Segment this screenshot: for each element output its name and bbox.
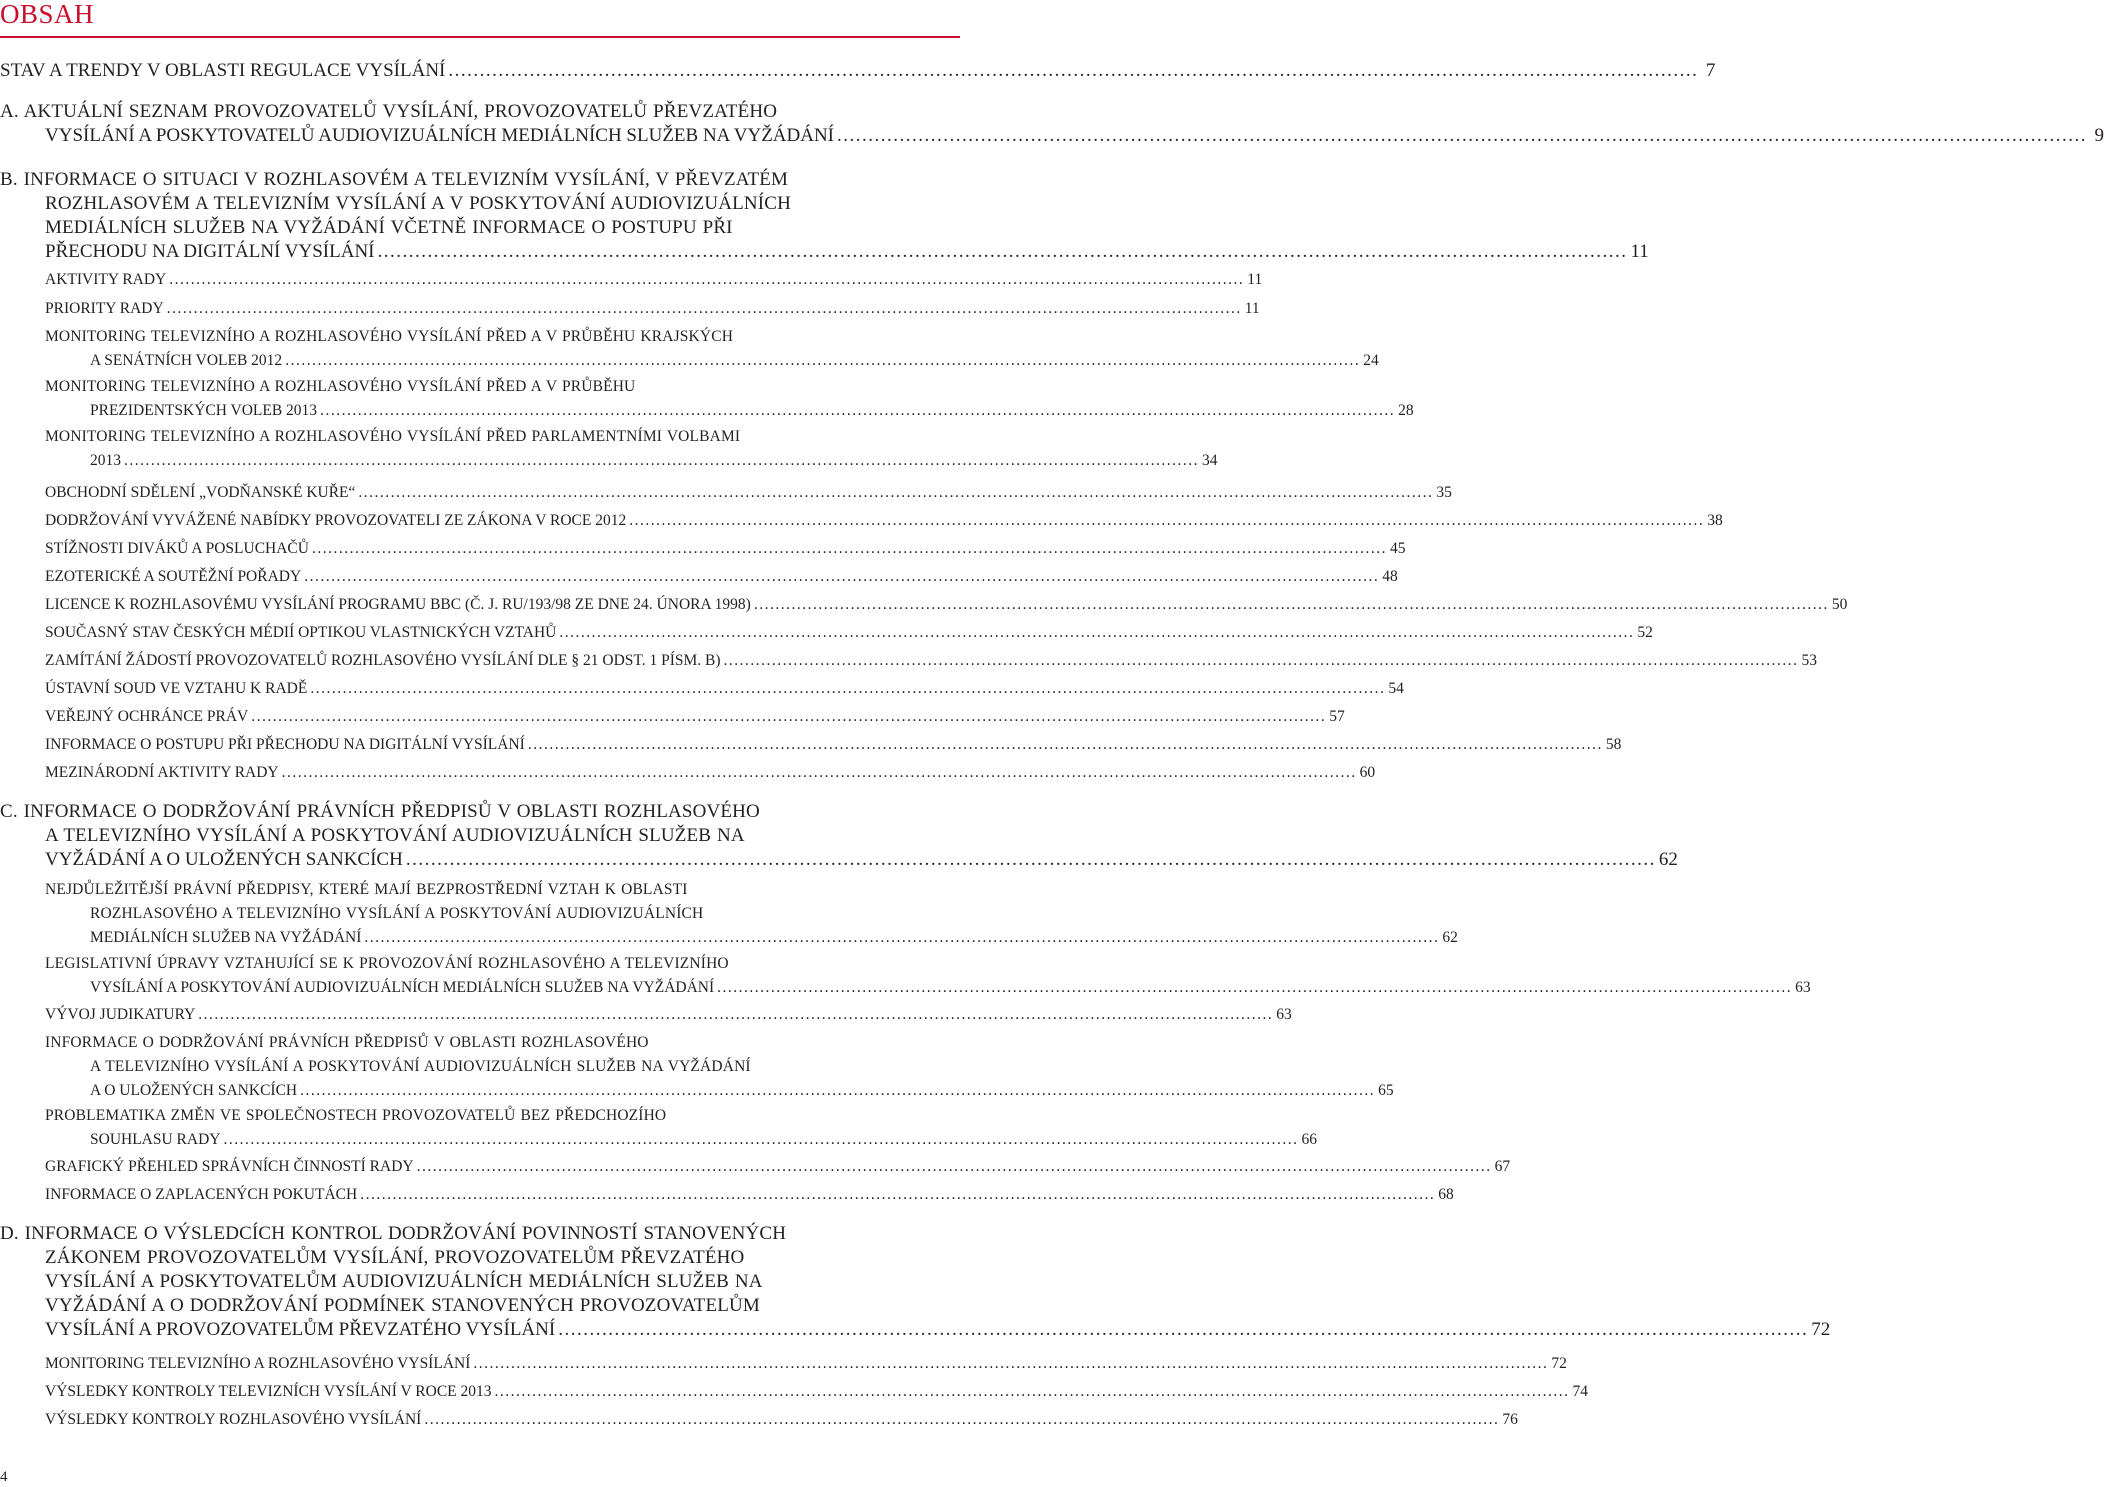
toc-item[interactable] <box>0 1408 1518 1432</box>
toc-page-number: 11 <box>1247 271 1263 288</box>
dot-leader: ........................................................................................................................................................................................................ <box>198 1006 1274 1023</box>
toc-page-number: 50 <box>1831 596 1848 613</box>
toc-entry-text: PREZIDENTSKÝCH VOLEB 2013 <box>90 402 318 419</box>
toc-entry-text: VÝSLEDKY KONTROLY TELEVIZNÍCH VYSÍLÁNÍ V ROCE 2013 <box>45 1383 492 1400</box>
toc-section[interactable] <box>0 1222 1831 1342</box>
toc-page-number: 60 <box>1359 764 1376 781</box>
toc-page-number: 9 <box>2094 125 2104 146</box>
toc-page-number: 63 <box>1276 1006 1292 1023</box>
toc-section[interactable] <box>0 59 1716 83</box>
dot-leader: ........................................................................................................................................................................................................ <box>416 1158 1492 1175</box>
dot-leader: ........................................................................................................................................................................................................ <box>473 1355 1549 1372</box>
toc-entry-text: B. INFORMACE O SITUACI V ROZHLASOVÉM A TELEVIZNÍM VYSÍLÁNÍ, V PŘEVZATÉM <box>0 169 789 190</box>
toc-entry-text: MEDIÁLNÍCH SLUŽEB NA VYŽÁDÁNÍ <box>90 929 362 946</box>
toc-entry-text: DODRŽOVÁNÍ VYVÁŽENÉ NABÍDKY PROVOZOVATELI ZE ZÁKONA V ROCE 2012 <box>45 512 627 529</box>
toc-entry-text: VEŘEJNÝ OCHRÁNCE PRÁV <box>45 708 249 725</box>
toc-page-number: 74 <box>1572 1383 1588 1400</box>
dot-leader: ........................................................................................................................................................................................................ <box>285 352 1361 369</box>
toc-page-number: 35 <box>1436 484 1452 501</box>
dot-leader: ........................................................................................................................................................................................................ <box>405 849 1656 870</box>
dot-leader: ........................................................................................................................................................................................................ <box>723 652 1799 669</box>
toc-page-number: 62 <box>1658 849 1678 870</box>
toc-page-number: 57 <box>1329 708 1345 725</box>
toc-entry-text: VYSÍLÁNÍ A POSKYTOVATELŮM AUDIOVIZUÁLNÍCH MEDIÁLNÍCH SLUŽEB NA <box>45 1271 763 1292</box>
toc-entry-text: INFORMACE O POSTUPU PŘI PŘECHODU NA DIGITÁLNÍ VYSÍLÁNÍ <box>45 736 525 753</box>
toc-entry-text: VYSÍLÁNÍ A PROVOZOVATELŮM PŘEVZATÉHO VYSÍLÁNÍ <box>45 1319 556 1340</box>
toc-entry-text: VYŽÁDÁNÍ A O ULOŽENÝCH SANKCÍCH <box>45 849 403 870</box>
toc-entry-text: C. INFORMACE O DODRŽOVÁNÍ PRÁVNÍCH PŘEDPISŮ V OBLASTI ROZHLASOVÉHO <box>0 801 760 822</box>
toc-entry-text: MONITORING TELEVIZNÍHO A ROZHLASOVÉHO VYSÍLÁNÍ PŘED A V PRŮBĚHU KRAJSKÝCH <box>45 328 734 345</box>
toc-entry-text: GRAFICKÝ PŘEHLED SPRÁVNÍCH ČINNOSTÍ RADY <box>45 1158 414 1175</box>
dot-leader: ........................................................................................................................................................................................................ <box>360 1186 1436 1203</box>
toc-entry-text: INFORMACE O ZAPLACENÝCH POKUTÁCH <box>45 1186 358 1203</box>
dot-leader: ........................................................................................................................................................................................................ <box>527 736 1603 753</box>
dot-leader: ........................................................................................................................................................................................................ <box>629 512 1705 529</box>
toc-page-number: 38 <box>1707 512 1723 529</box>
toc-entry-text: EZOTERICKÉ A SOUTĚŽNÍ POŘADY <box>45 568 302 585</box>
dot-leader: ........................................................................................................................................................................................................ <box>358 484 1434 501</box>
toc-entry-text: STÍŽNOSTI DIVÁKŮ A POSLUCHAČŮ <box>45 540 309 557</box>
toc-entry-text: VÝSLEDKY KONTROLY ROZHLASOVÉHO VYSÍLÁNÍ <box>45 1411 422 1428</box>
toc-page-number: 53 <box>1801 652 1818 669</box>
toc-item[interactable] <box>0 1003 1292 1027</box>
toc-page-number: 67 <box>1494 1158 1511 1175</box>
toc-page-number: 34 <box>1202 452 1218 469</box>
dot-leader: ........................................................................................................................................................................................................ <box>169 271 1245 288</box>
toc-entry-text: ZAMÍTÁNÍ ŽÁDOSTÍ PROVOZOVATELŮ ROZHLASOVÉHO VYSÍLÁNÍ DLE § 21 ODST. 1 PÍSM. B) <box>45 652 721 669</box>
toc-entry-text: A O ULOŽENÝCH SANKCÍCH <box>90 1082 298 1099</box>
toc-entry-text: SOUHLASU RADY <box>90 1131 221 1148</box>
toc-page-number: 66 <box>1301 1131 1317 1148</box>
page-title: OBSAH <box>0 0 95 29</box>
toc-item[interactable] <box>0 509 1723 533</box>
dot-leader: ........................................................................................................................................................................................................ <box>300 1082 1376 1099</box>
dot-leader: ........................................................................................................................................................................................................ <box>304 568 1380 585</box>
toc-page-number: 54 <box>1388 680 1404 697</box>
toc-page-number: 28 <box>1398 402 1414 419</box>
toc-entry-text: STAV A TRENDY V OBLASTI REGULACE VYSÍLÁNÍ <box>0 60 446 81</box>
toc-entry-text: D. INFORMACE O VÝSLEDCÍCH KONTROL DODRŽOVÁNÍ POVINNOSTÍ STANOVENÝCH <box>0 1223 787 1244</box>
toc-page-number: 76 <box>1502 1411 1518 1428</box>
dot-leader: ........................................................................................................................................................................................................ <box>448 60 1699 81</box>
dot-leader: ........................................................................................................................................................................................................ <box>494 1383 1570 1400</box>
toc-item[interactable] <box>0 565 1398 589</box>
toc-entry-text: A TELEVIZNÍHO VYSÍLÁNÍ A POSKYTOVÁNÍ AUDIOVIZUÁLNÍCH SLUŽEB NA <box>45 825 745 846</box>
toc-page-number: 11 <box>1244 300 1260 317</box>
toc-entry-text: PRIORITY RADY <box>45 300 164 317</box>
toc-entry-text: LEGISLATIVNÍ ÚPRAVY VZTAHUJÍCÍ SE K PROVOZOVÁNÍ ROZHLASOVÉHO A TELEVIZNÍHO <box>45 955 729 972</box>
dot-leader: ........................................................................................................................................................................................................ <box>320 402 1396 419</box>
toc-section[interactable] <box>0 800 1678 872</box>
toc-entry-text: ÚSTAVNÍ SOUD VE VZTAHU K RADĚ <box>45 680 308 697</box>
toc-page-number: 62 <box>1442 929 1458 946</box>
toc-entry-text: A SENÁTNÍCH VOLEB 2012 <box>90 352 283 369</box>
toc-item[interactable] <box>0 1155 1511 1179</box>
toc-entry-text: PROBLEMATIKA ZMĚN VE SPOLEČNOSTECH PROVOZOVATELŮ BEZ PŘEDCHOZÍHO <box>45 1107 667 1124</box>
toc-item[interactable] <box>0 649 1818 673</box>
toc-item[interactable] <box>0 481 1452 505</box>
toc-entry-text: NEJDŮLEŽITĚJŠÍ PRÁVNÍ PŘEDPISY, KTERÉ MAJÍ BEZPROSTŘEDNÍ VZTAH K OBLASTI <box>45 881 688 898</box>
toc-entry-text: SOUČASNÝ STAV ČESKÝCH MÉDIÍ OPTIKOU VLASTNICKÝCH VZTAHŮ <box>45 624 557 641</box>
toc-item[interactable] <box>0 878 1458 950</box>
toc-page-number: 65 <box>1378 1082 1394 1099</box>
toc-page-number: 72 <box>1811 1319 1831 1340</box>
toc-entry-text: ZÁKONEM PROVOZOVATELŮM VYSÍLÁNÍ, PROVOZOVATELŮM PŘEVZATÉHO <box>45 1247 745 1268</box>
toc-item[interactable] <box>0 375 1414 423</box>
toc-item[interactable] <box>0 1104 1317 1152</box>
toc-entry-text: ROZHLASOVÉM A TELEVIZNÍM VYSÍLÁNÍ A V POSKYTOVÁNÍ AUDIOVIZUÁLNÍCH <box>45 193 791 214</box>
toc-item[interactable] <box>0 621 1653 645</box>
toc-item[interactable] <box>0 297 1260 321</box>
toc-entry-text: MONITORING TELEVIZNÍHO A ROZHLASOVÉHO VYSÍLÁNÍ PŘED A V PRŮBĚHU <box>45 378 636 395</box>
toc-page-number: 63 <box>1795 979 1811 996</box>
toc-item[interactable] <box>0 677 1404 701</box>
dot-leader: ........................................................................................................................................................................................................ <box>310 680 1386 697</box>
toc-page-number: 24 <box>1363 352 1379 369</box>
toc-item[interactable] <box>0 268 1263 292</box>
toc-entry-text: OBCHODNÍ SDĚLENÍ „VODŇANSKÉ KUŘE“ <box>45 484 356 501</box>
dot-leader: ........................................................................................................................................................................................................ <box>124 452 1199 469</box>
toc-item[interactable] <box>0 733 1622 757</box>
toc-item[interactable] <box>0 761 1376 785</box>
toc-entry-text: 2013 <box>90 452 121 469</box>
toc-item[interactable] <box>0 537 1406 561</box>
toc-page-number: 72 <box>1551 1355 1567 1372</box>
toc-entry-text: VYSÍLÁNÍ A POSKYTOVATELŮ AUDIOVIZUÁLNÍCH MEDIÁLNÍCH SLUŽEB NA VYŽÁDÁNÍ <box>45 125 835 146</box>
toc-entry-text: A TELEVIZNÍHO VYSÍLÁNÍ A POSKYTOVÁNÍ AUDIOVIZUÁLNÍCH SLUŽEB NA VYŽÁDÁNÍ <box>90 1058 751 1075</box>
toc-item[interactable] <box>0 425 1218 473</box>
dot-leader: ........................................................................................................................................................................................................ <box>281 764 1357 781</box>
toc-page-number: 52 <box>1637 624 1653 641</box>
toc-item[interactable] <box>0 325 1379 373</box>
toc-entry-text: AKTIVITY RADY <box>45 271 167 288</box>
toc-page-number: 48 <box>1382 568 1398 585</box>
toc-page-number: 11 <box>1630 241 1649 262</box>
toc-entry-text: MONITORING TELEVIZNÍHO A ROZHLASOVÉHO VYSÍLÁNÍ PŘED PARLAMENTNÍMI VOLBAMI <box>45 428 741 445</box>
toc-entry-text: MEDIÁLNÍCH SLUŽEB NA VYŽÁDÁNÍ VČETNĚ INFORMACE O POSTUPU PŘI <box>45 217 733 238</box>
title-rule <box>0 36 960 38</box>
toc-item[interactable] <box>0 705 1345 729</box>
toc-item[interactable] <box>0 1380 1588 1404</box>
toc-item[interactable] <box>0 593 1848 617</box>
toc-entry-text: PŘECHODU NA DIGITÁLNÍ VYSÍLÁNÍ <box>45 241 375 262</box>
toc-section[interactable] <box>0 168 1649 264</box>
toc-page-number: 45 <box>1389 540 1406 557</box>
toc-item[interactable] <box>0 952 1811 1000</box>
dot-leader: ........................................................................................................................................................................................................ <box>558 1319 1809 1340</box>
toc-entry-text: LICENCE K ROZHLASOVÉMU VYSÍLÁNÍ PROGRAMU BBC (Č. J. RU/193/98 ZE DNE 24. ÚNORA 1998) <box>45 596 751 613</box>
toc-item[interactable] <box>0 1031 1394 1103</box>
toc-section[interactable] <box>0 100 2104 148</box>
toc-item[interactable] <box>0 1352 1567 1376</box>
dot-leader: ........................................................................................................................................................................................................ <box>753 596 1829 613</box>
toc-entry-text: VYSÍLÁNÍ A POSKYTOVÁNÍ AUDIOVIZUÁLNÍCH MEDIÁLNÍCH SLUŽEB NA VYŽÁDÁNÍ <box>90 979 715 996</box>
toc-page-number: 7 <box>1705 60 1716 81</box>
toc-entry-text: INFORMACE O DODRŽOVÁNÍ PRÁVNÍCH PŘEDPISŮ V OBLASTI ROZHLASOVÉHO <box>45 1034 649 1051</box>
dot-leader: ........................................................................................................................................................................................................ <box>717 979 1793 996</box>
dot-leader: ........................................................................................................................................................................................................ <box>837 125 2088 146</box>
page-number: 4 <box>0 1469 8 1485</box>
toc-page-number: 68 <box>1438 1186 1454 1203</box>
dot-leader: ........................................................................................................................................................................................................ <box>251 708 1327 725</box>
toc-entry-text: VÝVOJ JUDIKATURY <box>45 1006 196 1023</box>
toc-entry-text: A. AKTUÁLNÍ SEZNAM PROVOZOVATELŮ VYSÍLÁNÍ, PROVOZOVATELŮ PŘEVZATÉHO <box>0 101 778 122</box>
dot-leader: ........................................................................................................................................................................................................ <box>364 929 1440 946</box>
dot-leader: ........................................................................................................................................................................................................ <box>223 1131 1299 1148</box>
toc-entry-text: MEZINÁRODNÍ AKTIVITY RADY <box>45 764 279 781</box>
dot-leader: ........................................................................................................................................................................................................ <box>377 241 1628 262</box>
toc-item[interactable] <box>0 1183 1454 1207</box>
dot-leader: ........................................................................................................................................................................................................ <box>559 624 1635 641</box>
dot-leader: ........................................................................................................................................................................................................ <box>311 540 1387 557</box>
dot-leader: ........................................................................................................................................................................................................ <box>166 300 1242 317</box>
toc-entry-text: MONITORING TELEVIZNÍHO A ROZHLASOVÉHO VYSÍLÁNÍ <box>45 1355 471 1372</box>
toc-entry-text: VYŽÁDÁNÍ A O DODRŽOVÁNÍ PODMÍNEK STANOVENÝCH PROVOZOVATELŮM <box>45 1295 760 1316</box>
toc-page-number: 58 <box>1605 736 1622 753</box>
toc-entry-text: ROZHLASOVÉHO A TELEVIZNÍHO VYSÍLÁNÍ A POSKYTOVÁNÍ AUDIOVIZUÁLNÍCH <box>90 905 704 922</box>
dot-leader: ........................................................................................................................................................................................................ <box>424 1411 1500 1428</box>
